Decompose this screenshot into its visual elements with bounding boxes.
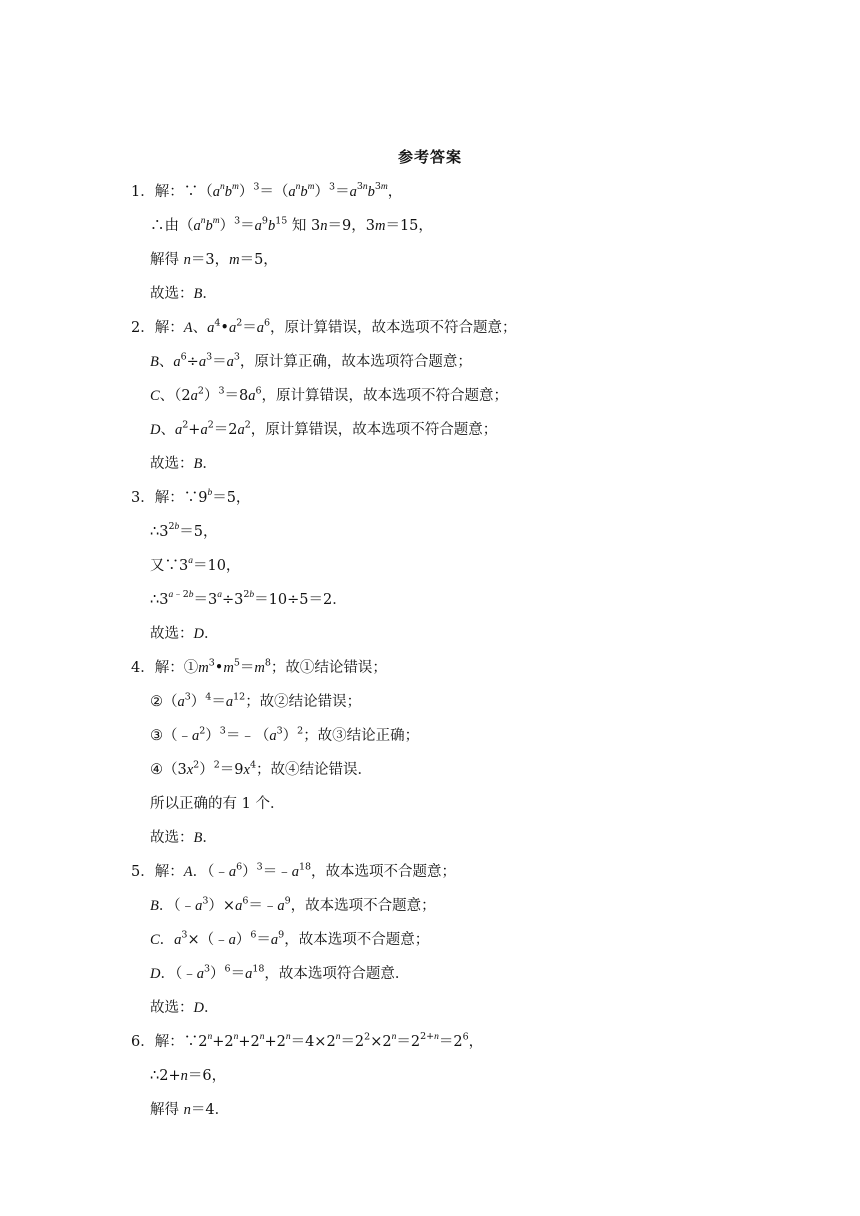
answer-line: 2．解：A、$a^4•a^2=a^6$，原计算错误，故本选项不符合题意； <box>131 317 517 336</box>
answer-line: $②(a^3)^4=a^{12}$；故②结论错误； <box>150 691 362 710</box>
answer-line: 解得 n＝4． <box>150 1102 230 1118</box>
answer-line: ∴由$(a^nb^m)^3=a^9b^{15}$ 知 3n＝9，3m＝15， <box>150 215 433 234</box>
answer-line: 故选：B． <box>150 286 217 302</box>
answer-line: 4．解：$①m^3•m^5=m^8$；故①结论错误； <box>131 657 387 676</box>
answer-line: 1．解：$\because(a^nb^m)^3=(a^nb^m)^3=a^{3n}b^{3m}$， <box>131 181 403 200</box>
answer-line: 3．解：$\because 9^b=5$， <box>131 488 251 506</box>
answer-line: C、$(2a^2)^3=8a^6$，原计算错误，故本选项不符合题意； <box>150 385 509 404</box>
answer-line: ∴2+n＝6， <box>150 1068 227 1084</box>
answer-line: B．$(﹣a^3)\times a^6=﹣a^9$，故本选项不合题意； <box>150 895 436 914</box>
answer-line: D、$a^2+a^2=2a^2$，原计算错误，故本选项不符合题意； <box>150 419 498 438</box>
answer-line: 6．解：$\because 2^n+2^n+2^n+2^n=4\times 2^n=2^2\times 2^n=2^{2+n}=2^6$， <box>131 1031 484 1050</box>
answer-line: 故选：D． <box>150 1000 219 1016</box>
answer-line: C．$a^3\times(﹣a)^6=a^9$，故本选项不合题意； <box>150 929 430 948</box>
answer-line: 5．解：A．$(﹣a^6)^3=﹣a^{18}$，故本选项不合题意； <box>131 861 457 880</box>
answer-line: 故选：B． <box>150 456 217 472</box>
page-title: 参考答案 <box>397 148 462 166</box>
answer-line: D．$(﹣a^3)^6=a^{18}$，故本选项符合题意． <box>150 963 410 982</box>
answer-line: 又$\because 3^a=10$， <box>150 556 241 574</box>
answer-line: $\therefore 3^{2b}=5$， <box>150 521 218 540</box>
answer-line: 故选：D． <box>150 626 219 642</box>
answer-line: 故选：B． <box>150 830 217 846</box>
answer-line: $④(3x^2)^2=9x^4$；故④结论错误． <box>150 759 372 778</box>
answer-line: B、$a^6\div a^3=a^3$，原计算正确，故本选项符合题意； <box>150 351 472 370</box>
answer-line: 解得 n＝3，m＝5， <box>150 252 278 268</box>
answer-line: 所以正确的有 1 个． <box>150 796 285 812</box>
answer-line: $\therefore 3^{a﹣2b}=3^a\div 3^{2b}=10\div 5=2$． <box>150 589 347 608</box>
answer-line: $③(﹣a^2)^3=﹣(a^3)^2$；故③结论正确； <box>150 725 420 744</box>
